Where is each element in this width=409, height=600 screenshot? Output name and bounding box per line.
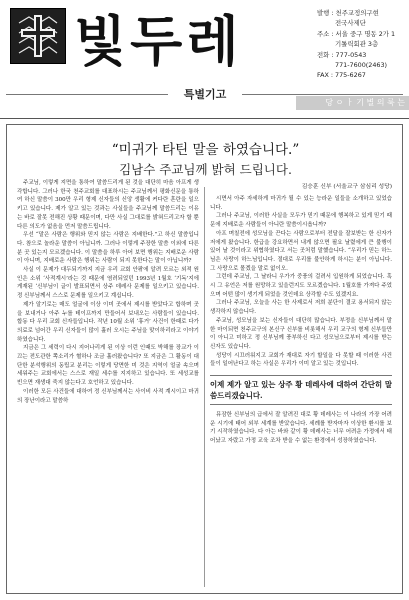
newsletter-nameplate: 빛두레 xyxy=(74,9,243,73)
publisher-info-line: 전국사제단 xyxy=(335,19,366,28)
article-headline: “미귀가 타틴 말을 하였습니다.” xyxy=(111,142,300,158)
publisher-info-line: 발행 : 천주교정의구현 xyxy=(317,9,379,17)
paragraph: 이러한 모든 사건들에 대하여 정 신부님께서는 사이비 사적 계시이고 마귀의 장난이라고 말씀하 xyxy=(17,388,199,404)
paragraph: 주교님, 이렇게 지면을 통하여 말씀드리게 된 것을 대단히 마음 아프게 생각합니다. 그러나 한국 천주교회를 대표하시는 주교님께서 평화신문을 통하여 하신 말씀이 300만 우리 형제 신자들의 신앙 생활에 커다란 혼란을 일으키고 있습니다. 제가 알고 있는 것과는 사실들을 주교님께 말씀드리는 이유는 바로 잘못 전해진 상황 때문이며, 다만 사실 그대로를 밝혀드리고자 할 뿐 다른 의도가 없음을 먼저 말씀드립니다. xyxy=(17,180,199,230)
cross-emblem-icon xyxy=(10,8,66,64)
publisher-info-line: 주소 : 서울 중구 명동 2가 1 xyxy=(317,29,396,38)
masthead xyxy=(0,0,409,119)
publisher-info xyxy=(317,8,405,81)
article-frame xyxy=(6,124,403,594)
paragraph: 지금은 그 세력이 다시 지어나리게 된 이상 이런 인때도 박해를 장교가 이끄는 전도관한 쪽소리가 혈하나 조금 흘러왔습니다? 또 지금은 그 활동이 대단한 분석행위의 동립교 분리는 이렇게 당면한 미 것은 지역이 얼굴 속으며 세워주는 교회에서는 스스로 재일 세수를 지지하고 있습니다. 또 세성교를 빈으면 재생대 죽지 않는다고 호언하고 있습니다. xyxy=(17,345,199,387)
paragraph: 성당이 시끄러워지고 교회가 재대로 자기 할일을 다 못할 때 이러한 사건들이 일어난다고 하는 사실은 우리가 이미 알고 있는 것입니다. xyxy=(210,352,392,368)
paragraph: 시면서 아주 자세하게 마귀가 될 수 있는 능라운 일들을 소개하고 있었습니다. xyxy=(210,196,392,211)
paragraph: 그러나 주교님, 이러한 사실을 모두가 믿기 때문에 행복하고 있게 믿기 때문에 지배로운 사람들이 아니란 말씀이시옵니까? xyxy=(210,213,392,229)
article-callout: 이제 제가 알고 있는 상주 황 데레사에 대하여 간단히 말씀드리겠습니다. xyxy=(210,375,392,405)
column-divider xyxy=(204,187,205,587)
paragraph: 아프 며칠전에 성모님을 끈다는 사람으로부터 전달을 잘보받는 한 신자가 저에게 왔습니다. 한급을 강요하면서 내게 않으면 필요 날렸에게 큰 불행이 있어 날 것이라고 위협하였다고 서는 곳처럼 말했습니다. “우리가 믿는 하느님은 사랑이 하느님입니다. 절대로 우리를 불안하게 하시는 분이 아닙니다. 그 사랑으로 몰겠을 말로 없이오. xyxy=(210,230,392,272)
paragraph: 그런데 주교님, 그 날라니 우가가 중풍의 걸려서 입원하게 되었습니다. 혹시 그 유언은 저를 원망하고 있을런지도 모르겠습니다. 1월호를 가져다 주었으며 어떤 많이 생기게 되었을 것인데요 상각할 수도 있겠지요. xyxy=(210,274,392,298)
paragraph: 그러나 주교님, 오늘을 사는 한 사제로서 저희 분단이 결코 용서되지 않는 생각하지 않습니다. xyxy=(210,300,392,316)
publisher-info-line: 기톨릭회관 3층 xyxy=(335,40,379,49)
article-left-column xyxy=(17,179,199,591)
article-subheadline: 김남수 주교님께 밝혀 드립니다. xyxy=(119,162,292,177)
article-right-column xyxy=(210,183,392,595)
section-label: 특별기고 xyxy=(168,87,242,103)
paragraph: 우선 “말은 사람은 행위와 믿지 않는 사람은 지배한다.”고 하신 말씀입니다. 참으로 놀라운 말씀이 아닙니까. 그러나 이렇게 주장한 말씀 이외에 다른 분 곳 있는지 모르겠습니다. 이 말씀을 하루 아어 보면 행위는 지배로운 사람이 아니며, 지배로운 사람은 행위는 사람이 되지 못한다는 말이 아닙니까? xyxy=(17,232,199,265)
paragraph: 주교님, 성모님을 보는 신자들이 대단히 많습니다. 부정을 신부님께서 말한 마이되면 천주교구의 본신구 신부를 비롯해서 우리 교구의 형제 신부들만이 아니고 미하고 정 신부님께 풍부하신 다고 성모님으로부터 제시를 받는 신자도 있습니다. xyxy=(210,317,392,350)
publisher-info-line: FAX : 775-6267 xyxy=(317,71,366,80)
publisher-info-line: 771-7600(2463) xyxy=(335,61,388,70)
article-byline: 김승훈 신부 (서울교구 삼심리 성당) xyxy=(301,184,392,190)
paragraph: 뮤잠한 신부님의 급에서 잘 알려진 대로 황 데레사는 이 나라의 가장 어려운 시기에 태어 외부 세계를 받았습니다. 세례를 받자마자 이상한 환시를 보기 시작하였습니다. 다 아는 바와 같이 황 데레사는 너무 어려운 가정에서 태어났고 자랐고 가정 교육 조차 받을 수 없는 환경에서 성장하였습니다. xyxy=(210,412,392,445)
publisher-info-line: 전화 : 777-0543 xyxy=(317,50,367,59)
paragraph: 제가 알기로는 매도 얼굴에 이상 이미 곳에서 제시를 받았다고 합하며 곳을 보내거나 아주 누를 테이프까지 만들어서 보내오는 사람들이 있습니다. 합동 다 우리 교회 신자들입니다. 작년 10월 소위 ‘휴거’ 사건이 한때로 다가 의료로 넘어간 우리 신자들이 많이 흘러 오시는 주님을 맞이하리라고 이야기하였습니다. xyxy=(17,301,199,343)
paragraph: 사실 이 문제가 대두되기까지 지금 우리 교회 안팎에 알려 모르는 외적 원인은 소위 ‘사적계시’라는 것 때문에 염려되었던 1993년 1월호 ‘기독’지에 게재된 ‘신부님이 글이 발표되면서 상주 데레사 문제를 일으키고 있습니다. 정 신부님께서 스스로 문제를 일으키고 계십니다. xyxy=(17,267,199,300)
watermark: 당 ㅇ ㅏ 기 별 의 룩 는 xyxy=(296,96,409,110)
